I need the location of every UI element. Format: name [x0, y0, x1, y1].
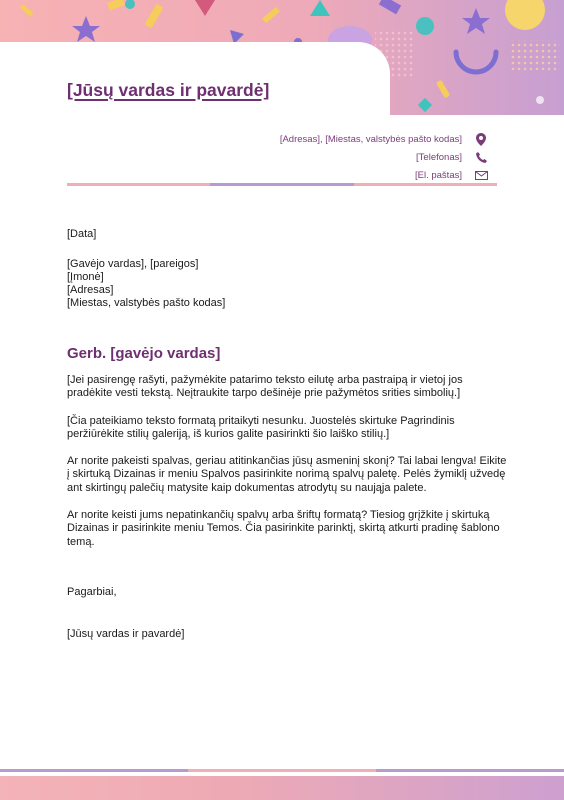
recipient-address[interactable]: [Adresas] [67, 284, 114, 296]
letter-date[interactable]: [Data] [67, 228, 97, 240]
recipient-company[interactable]: [Įmonė] [67, 271, 104, 283]
body-paragraph-4[interactable]: Ar norite keisti jums nepatinkančių spalvų arba šriftų formatą? Tiesiog grįžkite į skirtuką Dizainas ir pasirinkite meniu Temos. Čia pasirinkite parinktį, skirtą atkurti pradinę šablono temą. [67, 509, 500, 548]
header-divider [67, 183, 497, 186]
footer-band [0, 776, 564, 800]
contact-phone[interactable]: [Telefonas] [416, 151, 462, 163]
letter-closing[interactable]: Pagarbiai, [67, 586, 117, 598]
recipient-block [67, 258, 225, 310]
phone-icon [474, 150, 488, 164]
contact-block [280, 130, 488, 185]
footer-divider [0, 769, 564, 772]
contact-phone-row [280, 148, 488, 166]
contact-address[interactable]: [Adresas], [Miestas, valstybės pašto kodas] [279, 133, 462, 145]
contact-address-row [280, 130, 488, 148]
letter-signature[interactable]: [Jūsų vardas ir pavardė] [67, 628, 185, 640]
body-paragraph-1[interactable]: [Jei pasirengę rašyti, pažymėkite patarimo teksto eilutę arba pastraipą ir vietoj jos pradėkite vesti tekstą. Neįtraukite tarpo dešinėje prie pažymėtos srities simbolių.] [67, 374, 463, 400]
envelope-icon [474, 169, 488, 183]
body-paragraph-3[interactable]: Ar norite pakeisti spalvas, geriau atitinkančias jūsų asmeninį skonį? Tai labai lengva! Eikite į skirtuką Dizainas ir meniu Spalvos pasirinkite norimą spalvų paletę. Pelės žymiklį užvedę ant skirtingų palečių matysite kaip dokumentas atrodytų su naująja palete. [67, 455, 507, 494]
letter-body [67, 374, 507, 563]
salutation[interactable]: Gerb. [gavėjo vardas] [67, 345, 221, 362]
contact-email[interactable]: [El. paštas] [415, 170, 462, 182]
sender-name[interactable]: [Jūsų vardas ir pavardė] [67, 80, 270, 100]
recipient-name-title[interactable]: [Gavėjo vardas], [pareigos] [67, 258, 199, 270]
map-pin-icon [474, 132, 488, 146]
body-paragraph-2[interactable]: [Čia pateikiamo teksto formatą pritaikyti nesunku. Juostelės skirtuke Pagrindinis peržiūrėkite stilių galeriją, iš kurios galite pasirinkti šio laiško stilių.] [67, 414, 455, 440]
recipient-city[interactable]: [Miestas, valstybės pašto kodas] [67, 297, 226, 309]
